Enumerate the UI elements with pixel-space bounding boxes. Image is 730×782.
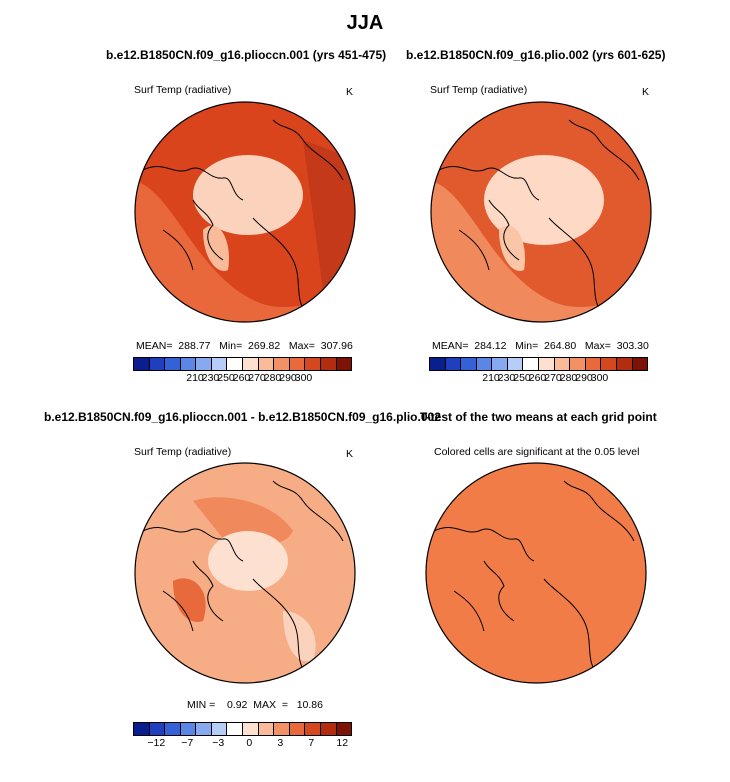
panel-3-colorbar-tick-label: 12 [336,737,349,749]
panel-1-colorbar-tick-label: 210 [186,372,204,384]
panel-3-title: b.e12.B1850CN.f09_g16.plioccn.001 - b.e12.B1850CN.f09_g16.plio.002 [44,410,441,424]
panel-2-colorbar-swatch [492,358,508,370]
panel-2-colorbar-ticks [429,372,646,386]
panel-1-colorbar-tick-label: 270 [248,372,266,384]
panel-2-colorbar-tick-label: 260 [528,372,547,384]
panel-1-variable-label: Surf Temp (radiative) [134,84,232,96]
panel-1-colorbar-swatch [150,358,166,370]
panel-1-colorbar-tick-label: 230 [201,372,220,384]
panel-3-colorbar-swatch [165,723,181,735]
panel-2-colorbar-tick-label: 230 [497,372,516,384]
panel-1-units: K [346,86,354,98]
panel-4-variable-label: Colored cells are significant at the 0.05 level [434,446,640,458]
panel-2-colorbar-swatch [570,358,586,370]
panel-3-stats: MIN = 0.92 MAX = 10.86 [187,699,323,711]
panel-2-colorbar-swatch [477,358,493,370]
panel-3-colorbar-swatch [274,723,290,735]
panel-2-colorbar-swatch [633,358,648,370]
panel-3-colorbar-swatch [259,723,275,735]
panel-2-units: K [642,86,650,98]
panel-3-units: K [346,448,354,460]
panel-1-colorbar-swatch [274,358,290,370]
panel-2-colorbar-tick-label: 280 [559,372,578,384]
panel-3-colorbar-tick-label: 3 [277,737,284,749]
panel-3-colorbar-swatch [321,723,337,735]
panel-3-colorbar-swatch [290,723,306,735]
panel-3-colorbar [133,722,352,736]
panel-2-colorbar-swatch [601,358,617,370]
panel-1-colorbar-tick-label: 250 [217,372,235,384]
panel-3-colorbar-ticks [133,737,350,751]
panel-1-colorbar-ticks [133,372,350,386]
panel-2-colorbar-swatch [430,358,446,370]
panel-1-colorbar-tick-label: 290 [279,372,297,384]
panel-3-colorbar-swatch [243,723,259,735]
panel-1-colorbar-swatch [227,358,243,370]
panel-1-colorbar-tick-label: 280 [263,372,282,384]
panel-2-colorbar-swatch [586,358,602,370]
panel-2-colorbar-tick-label: 300 [590,372,609,384]
panel-2-colorbar-swatch [461,358,477,370]
panel-2-colorbar-tick-label: 250 [513,372,531,384]
panel-3-colorbar-tick-label: 7 [308,737,315,749]
panel-2-variable-label: Surf Temp (radiative) [430,84,528,96]
panel-1-stats: MEAN= 288.77 Min= 269.82 Max= 307.96 [136,340,353,352]
panel-3-colorbar-swatch [337,723,352,735]
panel-1-colorbar-swatch [134,358,150,370]
panel-1-colorbar-tick-label: 300 [294,372,313,384]
panel-3-colorbar-swatch [134,723,150,735]
panel-1-colorbar-swatch [181,358,197,370]
panel-3-variable-label: Surf Temp (radiative) [134,446,232,458]
panel-3-colorbar-swatch [227,723,243,735]
panel-3-colorbar-swatch [196,723,212,735]
panel-2-colorbar [429,357,648,371]
panel-2-colorbar-swatch [539,358,555,370]
panel-1-colorbar-swatch [290,358,306,370]
panel-3-colorbar-tick-label: −12 [147,737,166,749]
panel-2-colorbar-tick-label: 210 [482,372,500,384]
panel-1-colorbar-swatch [305,358,321,370]
panel-2-colorbar-swatch [523,358,539,370]
panel-2-title: b.e12.B1850CN.f09_g16.plio.002 (yrs 601-625) [406,48,666,62]
panel-2-colorbar-tick-label: 270 [544,372,562,384]
panel-3-colorbar-tick-label: −3 [212,737,225,749]
panel-1-colorbar-swatch [212,358,228,370]
panel-2-polar-map [429,100,653,324]
panel-1-colorbar-swatch [337,358,352,370]
panel-3-colorbar-swatch [212,723,228,735]
panel-2-colorbar-tick-label: 290 [575,372,593,384]
panel-1-colorbar-swatch [321,358,337,370]
panel-3-colorbar-tick-label: 0 [246,737,253,749]
panel-1-colorbar-swatch [243,358,259,370]
panel-1-colorbar-swatch [259,358,275,370]
panel-2-colorbar-swatch [508,358,524,370]
panel-1-arctic-field [193,155,303,235]
panel-4-significance-field [424,461,648,685]
panel-1-colorbar-tick-label: 260 [232,372,251,384]
panel-3-colorbar-swatch [181,723,197,735]
panel-2-stats: MEAN= 284.12 Min= 264.80 Max= 303.30 [432,340,649,352]
panel-3-colorbar-swatch [150,723,166,735]
page-title: JJA [346,12,384,34]
panel-3-colorbar-tick-label: −7 [181,737,194,749]
panel-2-colorbar-swatch [446,358,462,370]
panel-3-colorbar-swatch [305,723,321,735]
panel-4-polar-map [424,461,648,685]
panel-1-title: b.e12.B1850CN.f09_g16.plioccn.001 (yrs 451-475) [106,48,387,62]
panel-1-colorbar-swatch [165,358,181,370]
panel-1-colorbar [133,357,352,371]
panel-1-colorbar-swatch [196,358,212,370]
panel-1-polar-map [133,100,357,324]
panel-4-title: T-test of the two means at each grid point [420,410,657,424]
panel-2-colorbar-swatch [555,358,571,370]
panel-2-colorbar-swatch [617,358,633,370]
panel-3-polar-map [133,461,357,685]
